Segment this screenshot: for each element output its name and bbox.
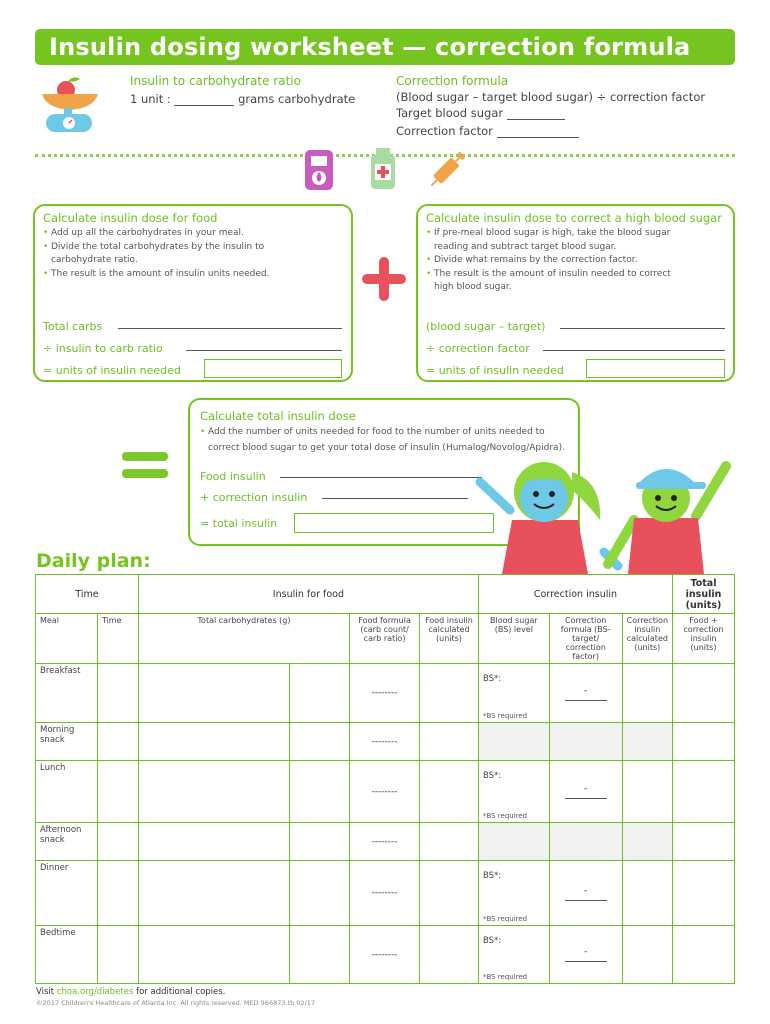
carbs-cell-2[interactable]: [290, 926, 350, 984]
bs-label: BS*:: [482, 674, 502, 684]
corr-formula-cell-disabled: [549, 723, 622, 761]
equals-icon: [120, 450, 170, 480]
food-calc-cell[interactable]: [419, 926, 478, 984]
bs-cell[interactable]: [478, 761, 549, 823]
fraction-line: [565, 798, 607, 799]
food-units-label: = units of insulin needed: [43, 364, 181, 377]
bs-label: BS*:: [482, 871, 502, 881]
table-row: [36, 823, 735, 861]
food-calc-subheader: Food insulin calculated (units): [419, 614, 478, 664]
correction-formula-text: (Blood sugar – target blood sugar) ÷ correction factor: [396, 90, 706, 104]
corr-bullet: high blood sugar.: [434, 282, 512, 292]
page-title: Insulin dosing worksheet — correction formula: [35, 29, 735, 65]
carbs-cell-2[interactable]: [290, 761, 350, 823]
boy-illustration: [600, 456, 740, 574]
food-insulin-blank[interactable]: [280, 477, 482, 478]
bs-target-blank[interactable]: [560, 328, 725, 329]
total-cell[interactable]: [673, 823, 735, 861]
target-label: Target blood sugar: [396, 106, 504, 120]
footer-visit-suffix: for additional copies.: [136, 987, 226, 997]
corr-bullet: reading and subtract target blood sugar.: [434, 241, 617, 252]
food-box-bullets: [43, 227, 343, 281]
carbs-cell-2[interactable]: [290, 723, 350, 761]
carbs-cell[interactable]: [138, 723, 289, 761]
corr-factor-label: ÷ correction factor: [426, 342, 530, 355]
carb-ratio-blank[interactable]: [186, 350, 342, 351]
corr-box-bullets: [426, 227, 725, 295]
corr-calc-cell-disabled: [622, 723, 672, 761]
total-cell[interactable]: [673, 926, 735, 984]
corr-bs-target-label: (blood sugar – target): [426, 320, 546, 333]
ratio-line: [130, 92, 355, 106]
correction-factor-blank[interactable]: [543, 350, 725, 351]
time-cell[interactable]: [97, 664, 138, 723]
time-cell[interactable]: [97, 761, 138, 823]
corr-formula-cell[interactable]: [549, 926, 622, 984]
table-row: [36, 926, 735, 984]
meal-cell: Afternoon snack: [36, 823, 98, 861]
glucose-meter-icon: [302, 148, 336, 192]
food-formula-cell[interactable]: --------: [350, 823, 420, 861]
food-formula-cell[interactable]: --------: [350, 861, 420, 926]
footer-link[interactable]: choa.org/diabetes: [56, 987, 134, 997]
total-cell[interactable]: [673, 761, 735, 823]
total-insulin-answer-box[interactable]: [294, 513, 494, 533]
correction-heading: Correction formula: [396, 74, 509, 88]
total-box-title: Calculate total insulin dose: [200, 409, 356, 423]
fraction-line: [565, 700, 607, 701]
factor-blank[interactable]: [497, 137, 579, 138]
carbs-cell[interactable]: [138, 861, 289, 926]
food-units-answer-box[interactable]: [204, 359, 342, 378]
insulin-vial-icon: [365, 146, 401, 192]
corr-bullet: • Divide what remains by the correction factor.: [426, 254, 725, 268]
food-box-title: Calculate insulin dose for food: [43, 211, 218, 225]
footer-visit-prefix: Visit: [36, 987, 55, 997]
table-row: [36, 723, 735, 761]
target-line: [396, 106, 565, 120]
bs-level-subheader: Blood sugar (BS) level: [478, 614, 549, 664]
corr-bullet: • The result is the amount of insulin needed to correct: [426, 268, 725, 282]
bs-cell[interactable]: [478, 664, 549, 723]
total-insulin-label: = total insulin: [200, 517, 278, 530]
correction-dose-box: [416, 204, 735, 382]
bs-cell-disabled: [478, 723, 549, 761]
food-dose-box: [33, 204, 353, 382]
bs-required-note: *BS required: [482, 973, 528, 981]
food-ratio-label: ÷ insulin to carb ratio: [43, 342, 163, 355]
food-calc-cell[interactable]: [419, 664, 478, 723]
insulin-food-header: Insulin for food: [138, 575, 478, 614]
carbs-cell-2[interactable]: [290, 823, 350, 861]
total-insulin-header: Total insulin (units): [673, 575, 735, 614]
corr-calc-cell[interactable]: [622, 664, 672, 723]
bs-label: BS*:: [482, 936, 502, 946]
bs-required-note: *BS required: [482, 712, 528, 720]
carbs-subheader: Total carbohydrates (g): [138, 614, 349, 664]
corr-formula-cell[interactable]: [549, 761, 622, 823]
food-plus-subheader: Food + correction insulin (units): [673, 614, 735, 664]
bs-label: BS*:: [482, 771, 502, 781]
total-carbs-blank[interactable]: [118, 328, 342, 329]
corr-calc-subheader: Correction insulin calculated (units): [622, 614, 672, 664]
minus-sign: -: [584, 947, 588, 957]
scale-apple-icon: [38, 72, 114, 134]
carbs-cell[interactable]: [138, 823, 289, 861]
bs-cell-disabled: [478, 823, 549, 861]
food-formula-cell[interactable]: --------: [350, 723, 420, 761]
corr-formula-cell[interactable]: [549, 664, 622, 723]
carbs-cell[interactable]: [138, 664, 289, 723]
footer-copyright: ©2017 Children's Healthcare of Atlanta Inc. All rights reserved. MED 966873.tb 02/17: [36, 999, 316, 1007]
time-header: Time: [36, 575, 139, 614]
ratio-blank[interactable]: [174, 105, 234, 106]
meal-cell: Lunch: [36, 761, 98, 823]
plus-icon: [360, 255, 408, 303]
food-calc-cell[interactable]: [419, 861, 478, 926]
fraction-line: [565, 900, 607, 901]
bs-required-note: *BS required: [482, 812, 528, 820]
bs-cell[interactable]: [478, 926, 549, 984]
corr-calc-cell[interactable]: [622, 761, 672, 823]
time-cell[interactable]: [97, 861, 138, 926]
corr-box-title: Calculate insulin dose to correct a high blood sugar: [426, 211, 722, 225]
correction-insulin-blank[interactable]: [322, 498, 468, 499]
food-calc-cell[interactable]: [419, 761, 478, 823]
minus-sign: -: [584, 685, 588, 696]
footer-visit: [36, 987, 225, 997]
total-food-insulin-label: Food insulin: [200, 470, 266, 483]
corr-formula-cell[interactable]: [549, 861, 622, 926]
minus-sign: -: [584, 885, 588, 896]
food-formula-cell[interactable]: --------: [350, 664, 420, 723]
daily-plan-heading: Daily plan:: [36, 550, 151, 572]
total-cell[interactable]: [673, 664, 735, 723]
ratio-prefix: 1 unit :: [130, 92, 171, 106]
meal-cell: Morning snack: [36, 723, 98, 761]
total-cell[interactable]: [673, 861, 735, 926]
daily-plan-table: [35, 574, 735, 984]
total-bullet: correct blood sugar to get your total dose of insulin (Humalog/Novolog/Apidra).: [208, 443, 565, 453]
carbs-cell[interactable]: [138, 761, 289, 823]
time-cell[interactable]: [97, 723, 138, 761]
time-subheader: Time: [97, 614, 138, 664]
corr-calc-cell[interactable]: [622, 861, 672, 926]
meal-subheader: Meal: [36, 614, 98, 664]
fraction-line: [565, 961, 607, 962]
food-calc-cell[interactable]: [419, 823, 478, 861]
target-blank[interactable]: [507, 119, 565, 120]
time-cell[interactable]: [97, 926, 138, 984]
table-row: [36, 664, 735, 723]
food-formula-cell[interactable]: --------: [350, 926, 420, 984]
total-correction-label: + correction insulin: [200, 491, 308, 504]
food-formula-subheader: Food formula (carb count/ carb ratio): [350, 614, 420, 664]
total-bullet: • Add the number of units needed for food to the number of units needed to: [200, 424, 570, 440]
factor-label: Correction factor: [396, 124, 493, 138]
meal-cell: Bedtime: [36, 926, 98, 984]
food-bullet: • Divide the total carbohydrates by the insulin to: [43, 241, 343, 255]
factor-line: [396, 124, 579, 138]
corr-formula-cell-disabled: [549, 823, 622, 861]
food-calc-cell[interactable]: [419, 723, 478, 761]
food-total-carbs-label: Total carbs: [43, 320, 103, 333]
meal-cell: Dinner: [36, 861, 98, 926]
ratio-heading: Insulin to carbohydrate ratio: [130, 74, 301, 88]
total-cell[interactable]: [673, 723, 735, 761]
corr-units-label: = units of insulin needed: [426, 364, 564, 377]
table-row: [36, 861, 735, 926]
table-row: [36, 761, 735, 823]
correction-insulin-header: Correction insulin: [478, 575, 672, 614]
corr-formula-subheader: Correction formula (BS-target/ correction factor): [549, 614, 622, 664]
food-bullet: • The result is the amount of insulin units needed.: [43, 268, 343, 282]
corr-calc-cell-disabled: [622, 823, 672, 861]
ratio-suffix: grams carbohydrate: [238, 92, 356, 106]
syringe-icon: [424, 146, 470, 194]
meal-cell: Breakfast: [36, 664, 98, 723]
minus-sign: -: [584, 784, 588, 794]
corr-calc-cell[interactable]: [622, 926, 672, 984]
bs-required-note: *BS required: [482, 915, 528, 923]
corr-units-answer-box[interactable]: [586, 359, 725, 378]
carbs-cell-2[interactable]: [290, 861, 350, 926]
corr-bullet: • If pre-meal blood sugar is high, take the blood sugar: [426, 227, 725, 241]
carbs-cell-2[interactable]: [290, 664, 350, 723]
food-bullet: carbohydrate ratio.: [51, 255, 138, 265]
food-bullet: • Add up all the carbohydrates in your meal.: [43, 227, 343, 241]
time-cell[interactable]: [97, 823, 138, 861]
food-formula-cell[interactable]: --------: [350, 761, 420, 823]
carbs-cell[interactable]: [138, 926, 289, 984]
bs-cell[interactable]: [478, 861, 549, 926]
